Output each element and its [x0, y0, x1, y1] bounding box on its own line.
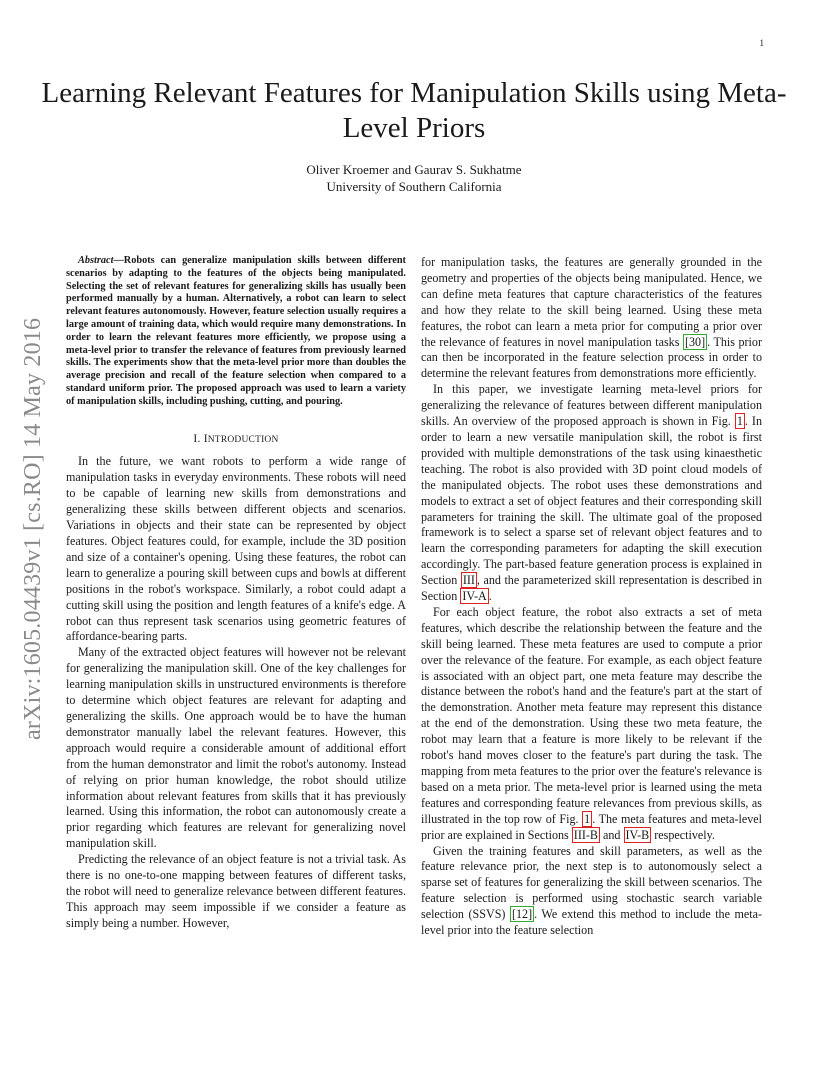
right-paragraph-3: For each object feature, the robot also extracts a set of meta features, which describe the relationship between the feature and the skill being learned. These meta features are used to compute a prior over the relevance of the feature. For example, as each object feature is associated with an object part, one meta feature may describe the distance between the robot's hand and the feature's part at the start of the demonstration. Another meta feature may represent this distance at the end of the demonstration. Using these two meta feature, the robot may learn that a feature is more likely to be relevant if the robot's hand moves closer to the feature's part during the task. The mapping from meta features to the prior over the feature's relevance is based on a meta prior. The meta-level prior is learned using the meta features and corresponding feature relevances from previous skills, as illustrated in the top row of Fig. 1 . The meta features and meta-level prior are explained in Sections III-B and IV-B respectively. [421, 604, 762, 842]
section-heading-introduction [66, 431, 406, 449]
intro-paragraph-2: Many of the extracted object features will however not be relevant for generalizing the manipulation skill. One of the key challenges for learning manipulation skills in unstructured environments is therefore to determine which object features are relevant for adapting and generalizing the skills. One approach would be to have the human demonstrator manually label the relevant features. However, this approach would require a considerable amount of additional effort from the human demonstrator and limit the robot's autonomy. Instead of relying on prior human knowledge, the robot should utilize information about relevant features from skills that it has previously learned. Using this information, the robot can autonomously create a prior regarding which features are relevant for generalizing novel manipulation skill. [66, 645, 406, 851]
paper-title: Learning Relevant Features for Manipulation Skills using Meta-Level Priors [41, 77, 787, 144]
page-number: 1 [759, 38, 764, 48]
citation-link-12[interactable]: [12] [511, 907, 533, 922]
right-paragraph-4: Given the training features and skill parameters, as well as the feature relevance prior, the next step is to autonomously select a sparse set of features for generalizing the skill between scenarios. The feature selection is performed using stochastic search variable selection (SSVS) [12] . We extend this method to include the meta-level prior into the feature selection [421, 843, 762, 938]
left-column [66, 255, 406, 932]
figure-link-1[interactable]: 1 [736, 414, 743, 429]
section-link-iii-b[interactable]: III-B [573, 827, 598, 842]
right-column [421, 255, 762, 939]
section-title-rest: NTRODUCTION [207, 434, 279, 445]
arxiv-identifier: arXiv:1605.04439v1 [cs.RO] 14 May 2016 [20, 317, 46, 740]
abstract-text: —Robots can generalize manipulation skills between different scenarios by adapting to the features of the objects being manipulated. Selecting the set of relevant features for generalizing skills has usually been performed manually by a human. Alternatively, a robot can learn to select relevant features autonomously. However, feature selection usually requires a large amount of training data, which would require many demonstrations. In order to learn the relevant features more efficiently, we propose using a meta-level prior to transfer the relevance of features from previously learned skills. The experiments show that the meta-level prior more than doubles the average precision and recall of the feature selection when compared to a standard uniform prior. The proposed approach was used to learn a variety of manipulation skills, including pushing, cutting, and pouring. [66, 255, 406, 407]
section-link-iv-a[interactable]: IV-A [462, 589, 487, 604]
author-names: Oliver Kroemer and Gaurav S. Sukhatme [306, 162, 522, 177]
author-block [40, 161, 788, 195]
abstract [66, 255, 406, 409]
abstract-label: Abstract [78, 255, 114, 266]
section-link-iv-b[interactable]: IV-B [625, 827, 650, 842]
author-affiliation: University of Southern California [326, 179, 502, 194]
figure-link-1[interactable]: 1 [584, 811, 591, 826]
section-link-iii[interactable]: III [462, 573, 475, 588]
right-paragraph-2: In this paper, we investigate learning meta-level priors for generalizing the relevance of features between different manipulation skills. An overview of the proposed approach is shown in Fig. 1 . In order to learn a new versatile manipulation skill, the robot is first provided with multiple demonstrations of the task using kinaesthetic teaching. The robot is also provided with 3D point cloud models of the manipulated objects. The robot uses these demonstrations and models to extract a set of object features and their corresponding skill parameters for training the skill. The ultimate goal of the proposed framework is to select a sparse set of relevant object features and to learn the corresponding parameters for adapting the skill execution accordingly. The part-based feature generation process is explained in Section III , and the parameterized skill representation is described in Section IV-A . [421, 382, 762, 604]
right-paragraph-1: for manipulation tasks, the features are generally grounded in the geometry and properties of the objects being manipulated. Hence, we can define meta features that capture characteristics of the features and how they relate to the skill being learned. Using these meta features, the robot can learn a meta prior for computing a prior over the relevance of features in novel manipulation tasks [30] . This prior can then be incorporated in the feature selection process in order to determine the relevant features from demonstrations more efficiently. [421, 255, 762, 381]
section-number: I. [193, 431, 204, 445]
citation-link-30[interactable]: [30] [684, 334, 706, 349]
intro-paragraph-1: In the future, we want robots to perform a wide range of manipulation tasks in everyday environments. These robots will need to be capable of learning new skills from demonstrations and generalizing these skills between different objects and scenarios. Variations in objects and their state can be represented by object features. Object features could, for example, include the 3D position and size of a container's opening. Using these features, the robot can learn to generalize a pouring skill between cups and bowls at different positions in the robot's workspace. Similarly, a robot could adapt a cutting skill using the position and length features of a knife's edge. A robot can thus represent task scenarios using geometric features of affordance-bearing parts. [66, 454, 406, 644]
section-title-initial: I [203, 431, 208, 445]
intro-paragraph-3: Predicting the relevance of an object feature is not a trivial task. As there is no one-to-one mapping between features of different tasks, the robot will need to generalize relevance between different features. This approach may seem impossible if we consider a feature as simply being a number. However, [66, 852, 406, 930]
